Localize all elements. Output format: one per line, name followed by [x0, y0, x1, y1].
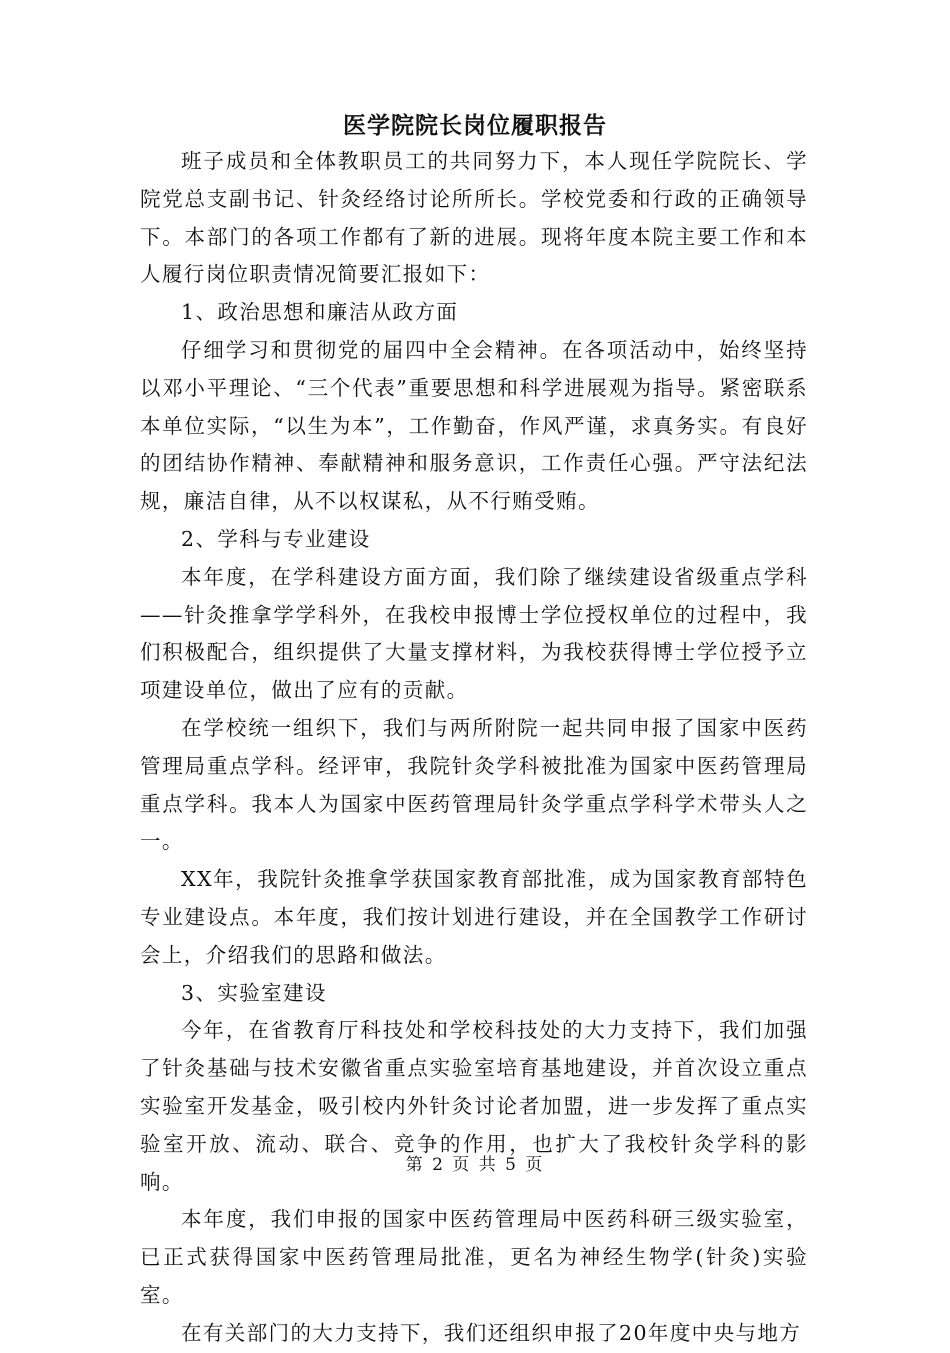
- laboratory-paragraph-1: 今年，在省教育厅科技处和学校科技处的大力支持下，我们加强了针灸基础与技术安徽省重点实验室培育基地建设，并首次设立重点实验室开发基金，吸引校内外针灸讨论者加盟，进一步发挥了重点实验室开放、流动、联合、竞争的作用，也扩大了我校针灸学科的影响。: [140, 1018, 808, 1194]
- discipline-paragraph-3: XX年，我院针灸推拿学获国家教育部批准，成为国家教育部特色专业建设点。本年度，我们按计划进行建设，并在全国教学工作研讨会上，介绍我们的思路和做法。: [140, 867, 808, 967]
- intro-paragraph: 班子成员和全体教职员工的共同努力下，本人现任学院院长、学院党总支副书记、针灸经络讨论所所长。学校党委和行政的正确领导下。本部门的各项工作都有了新的进展。现将年度本院主要工作和本人履行岗位职责情况简要汇报如下：: [140, 149, 808, 287]
- discipline-paragraph-1: 本年度，在学科建设方面方面，我们除了继续建设省级重点学科——针灸推拿学学科外，在我校申报博士学位授权单位的过程中，我们积极配合，组织提供了大量支撑材料，为我校获得博士学位授予立项建设单位，做出了应有的贡献。: [140, 564, 808, 703]
- laboratory-paragraph-2: 本年度，我们申报的国家中医药管理局中医药科研三级实验室，已正式获得国家中医药管理局批准，更名为神经生物学(针灸)实验室。: [140, 1207, 808, 1307]
- discipline-paragraph-2: 在学校统一组织下，我们与两所附院一起共同申报了国家中医药管理局重点学科。经评审，我院针灸学科被批准为国家中医药管理局重点学科。我本人为国家中医药管理局针灸学重点学科学术带头人之一。: [140, 715, 808, 854]
- laboratory-paragraph-3: 在有关部门的大力支持下，我们还组织申报了20年度中央与地方: [181, 1320, 802, 1345]
- page-number-footer: 第 2 页 共 5 页: [405, 1155, 545, 1175]
- document-title: 医学院院长岗位履职报告: [343, 112, 607, 139]
- section-heading-discipline: 2、学科与专业建设: [181, 526, 371, 551]
- section-heading-politics: 1、政治思想和廉洁从政方面: [181, 300, 459, 325]
- politics-paragraph: 仔细学习和贯彻党的届四中全会精神。在各项活动中，始终坚持以邓小平理论、“三个代表”重要思想和科学进展观为指导。紧密联系本单位实际，“以生为本”，工作勤奋，作风严谨，求真务实。有良好的团结协作精神、奉献精神和服务意识，工作责任心强。严守法纪法规，廉洁自律，从不以权谋私，从不行贿受贿。: [140, 337, 808, 514]
- section-heading-laboratory: 3、实验室建设: [181, 980, 327, 1005]
